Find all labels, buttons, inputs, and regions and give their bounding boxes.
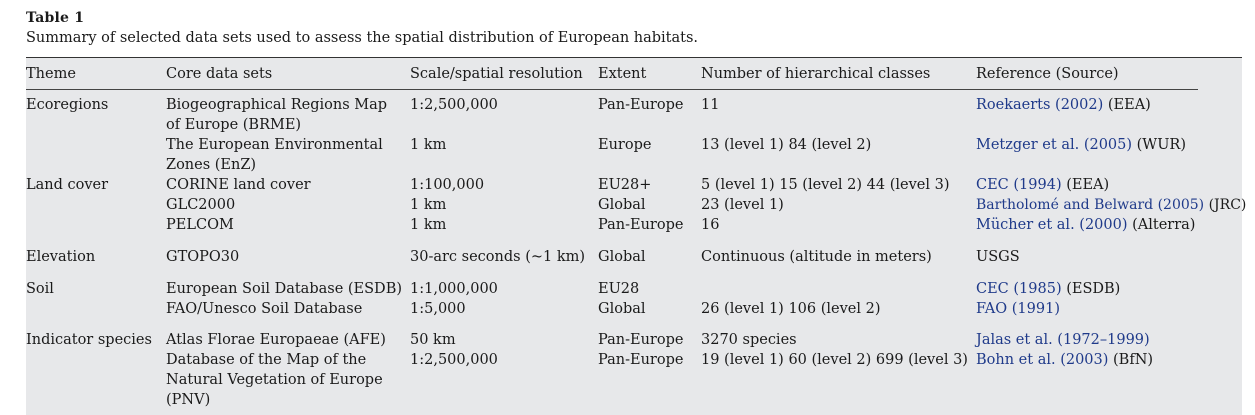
cell-scale: 50 km <box>410 332 456 348</box>
cell-core: CORINE land cover <box>166 177 311 193</box>
cell-extent: Pan-Europe <box>598 217 684 233</box>
cell-extent: Pan-Europe <box>598 352 684 368</box>
cell-reference <box>976 175 1109 195</box>
reference-link[interactable]: Bartholomé and Belward (2005) <box>976 197 1205 213</box>
cell-core-cont: of Europe (BRME) <box>166 117 302 133</box>
cell-extent: EU28 <box>598 281 640 297</box>
cell-classes: Continuous (altitude in meters) <box>701 249 932 265</box>
cell-core: European Soil Database (ESDB) <box>166 281 403 297</box>
header-theme: Theme <box>26 66 76 82</box>
reference-source: (BfN) <box>1108 352 1154 368</box>
reference-source: (ESDB) <box>1061 281 1121 297</box>
cell-extent: Global <box>598 197 646 213</box>
cell-extent: Europe <box>598 137 652 153</box>
cell-scale: 1:2,500,000 <box>410 352 498 368</box>
cell-reference <box>976 279 1120 299</box>
header-reference: Reference (Source) <box>976 66 1119 82</box>
cell-classes: 11 <box>701 97 720 113</box>
cell-core-cont: (PNV) <box>166 392 211 408</box>
cell-scale: 1:5,000 <box>410 301 466 317</box>
reference-source: (EEA) <box>1103 97 1151 113</box>
reference-source: (EEA) <box>1061 177 1110 193</box>
cell-classes: 26 (level 1) 106 (level 2) <box>701 301 881 317</box>
reference-link[interactable]: CEC (1994) <box>976 177 1062 193</box>
cell-theme: Elevation <box>26 249 96 265</box>
cell-classes: 3270 species <box>701 332 797 348</box>
cell-extent: Pan-Europe <box>598 332 684 348</box>
header-extent: Extent <box>598 66 647 82</box>
cell-scale: 30-arc seconds (~1 km) <box>410 249 586 265</box>
reference-source: (JRC) <box>1204 197 1247 213</box>
cell-classes: 19 (level 1) 60 (level 2) 699 (level 3) <box>701 352 968 368</box>
reference-link[interactable]: FAO (1991) <box>976 301 1060 317</box>
cell-reference <box>976 215 1195 235</box>
header-scale: Scale/spatial resolution <box>410 66 583 82</box>
cell-classes: 5 (level 1) 15 (level 2) 44 (level 3) <box>701 177 950 193</box>
cell-core: Biogeographical Regions Map <box>166 97 388 113</box>
cell-classes: 23 (level 1) <box>701 197 784 213</box>
cell-core: GTOPO30 <box>166 249 240 265</box>
reference-link[interactable]: CEC (1985) <box>976 281 1062 297</box>
reference-link[interactable]: Roekaerts (2002) <box>976 97 1104 113</box>
cell-core: Database of the Map of the <box>166 352 367 368</box>
cell-core-cont: Natural Vegetation of Europe <box>166 372 383 388</box>
cell-theme: Ecoregions <box>26 97 109 113</box>
table-caption: Summary of selected data sets used to assess the spatial distribution of European habitats. <box>26 30 699 46</box>
cell-theme: Indicator species <box>26 332 152 348</box>
reference-source: USGS <box>976 249 1020 265</box>
cell-core-cont: Zones (EnZ) <box>166 157 257 173</box>
reference-link[interactable]: Bohn et al. (2003) <box>976 352 1109 368</box>
reference-link[interactable]: Metzger et al. (2005) <box>976 137 1133 153</box>
cell-reference <box>976 247 1020 267</box>
cell-theme: Soil <box>26 281 54 297</box>
cell-reference <box>976 330 1150 350</box>
header-core-data-sets: Core data sets <box>166 66 273 82</box>
cell-reference <box>976 350 1153 370</box>
cell-extent: Global <box>598 301 646 317</box>
cell-scale: 1:100,000 <box>410 177 485 193</box>
header-rule <box>26 89 1198 90</box>
reference-link[interactable]: Mücher et al. (2000) <box>976 217 1128 233</box>
cell-theme: Land cover <box>26 177 109 193</box>
cell-core: GLC2000 <box>166 197 236 213</box>
header-classes: Number of hierarchical classes <box>701 66 931 82</box>
cell-scale: 1 km <box>410 217 447 233</box>
reference-source: (Alterra) <box>1127 217 1196 233</box>
cell-extent: Pan-Europe <box>598 97 684 113</box>
cell-core: FAO/Unesco Soil Database <box>166 301 363 317</box>
cell-scale: 1 km <box>410 137 447 153</box>
data-table <box>26 57 1247 415</box>
table-label: Table 1 <box>26 10 85 26</box>
cell-extent: EU28+ <box>598 177 652 193</box>
cell-core: Atlas Florae Europaeae (AFE) <box>166 332 386 348</box>
cell-scale: 1:1,000,000 <box>410 281 498 297</box>
cell-reference <box>976 299 1060 319</box>
reference-link[interactable]: Jalas et al. (1972–1999) <box>976 332 1150 348</box>
reference-source: (WUR) <box>1132 137 1186 153</box>
cell-scale: 1 km <box>410 197 447 213</box>
cell-classes: 13 (level 1) 84 (level 2) <box>701 137 872 153</box>
cell-core: PELCOM <box>166 217 234 233</box>
cell-reference <box>976 135 1186 155</box>
cell-classes: 16 <box>701 217 720 233</box>
cell-scale: 1:2,500,000 <box>410 97 498 113</box>
cell-core: The European Environmental <box>166 137 383 153</box>
cell-reference <box>976 195 1246 215</box>
cell-reference <box>976 95 1151 115</box>
cell-extent: Global <box>598 249 646 265</box>
